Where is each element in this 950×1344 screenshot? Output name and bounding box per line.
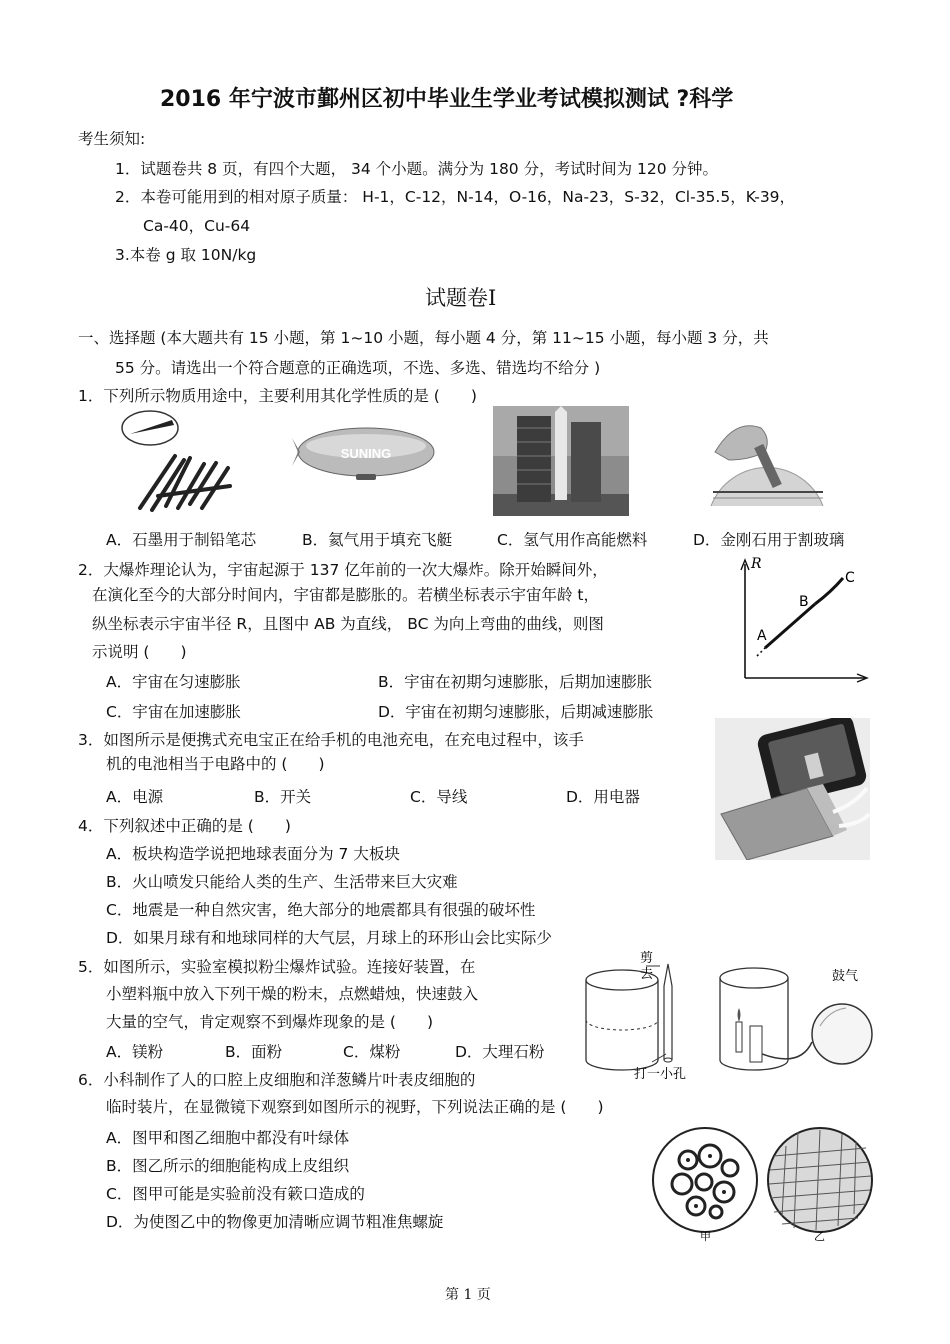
question-1-option: A．石墨用于制铅笔芯	[106, 531, 257, 549]
question-3-option: B．开关	[254, 788, 312, 806]
question-3-option: C．导线	[410, 788, 468, 806]
part1-instructions: 55 分。请选出一个符合题意的正确选项，不选、多选、错选均不给分 )	[115, 359, 601, 377]
question-1-stem: 1．下列所示物质用途中，主要利用其化学性质的是 ( )	[78, 387, 477, 405]
question-3-stem: 机的电池相当于电路中的 ( )	[106, 755, 325, 773]
question-1-option: D．金刚石用于割玻璃	[693, 531, 845, 549]
question-2-stem: 在演化至今的大部分时间内，宇宙都是膨胀的。若横坐标表示宇宙年龄 t，	[92, 586, 600, 604]
question-2-stem: 纵坐标表示宇宙半径 R，且图中 AB 为直线， BC 为向上弯曲的曲线，则图	[92, 615, 604, 633]
question-2-option: C．宇宙在加速膨胀	[106, 703, 241, 721]
question-3-option: A．电源	[106, 788, 164, 806]
question-5-option: A．镁粉	[106, 1043, 164, 1061]
question-1-option: B．氦气用于填充飞艇	[302, 531, 453, 549]
question-2-stem: 示说明 ( )	[92, 643, 187, 661]
notice-heading: 考生须知:	[78, 130, 146, 148]
label-cut: 去	[640, 967, 654, 982]
question-6-stem: 临时装片，在显微镜下观察到如图所示的视野，下列说法正确的是 ( )	[106, 1098, 604, 1116]
question-5-option: D．大理石粉	[455, 1043, 545, 1061]
dust-explosion-apparatus-figure	[580, 950, 880, 1082]
universe-expansion-graph	[735, 550, 870, 685]
part1-instructions: 一、选择题 (本大题共有 15 小题，第 1~10 小题，每小题 4 分，第 11~15 小题，每小题 3 分，共	[78, 329, 769, 347]
question-4-option: C．地震是一种自然灾害，绝大部分的地震都具有很强的破坏性	[106, 901, 536, 919]
airship-logo: SUNING	[340, 446, 392, 461]
question-5-stem: 5．如图所示，实验室模拟粉尘爆炸试验。连接好装置，在	[78, 958, 476, 976]
page-title: 2016 年宁波市鄞州区初中毕业生学业考试模拟测试 ?科学	[160, 87, 734, 112]
question-4-stem: 4．下列叙述中正确的是 ( )	[78, 817, 291, 835]
graph-point-label: A	[757, 628, 767, 644]
graph-point-label: B	[799, 594, 809, 610]
microscope-views-figure	[648, 1126, 878, 1244]
label-yi: 乙	[814, 1230, 825, 1243]
question-4-option: A．板块构造学说把地球表面分为 7 大板块	[106, 845, 400, 863]
airship-figure	[288, 418, 438, 488]
section-title: 试题卷Ⅰ	[425, 286, 497, 310]
question-5-option: B．面粉	[225, 1043, 283, 1061]
notice-item: 2．本卷可能用到的相对原子质量： H-1，C-12，N-14，O-16，Na-23，S-32，Cl-35.5，K-39，	[115, 188, 796, 206]
notice-item: 3.本卷 g 取 10N/kg	[115, 246, 257, 264]
question-3-stem: 3．如图所示是便携式充电宝正在给手机的电池充电，在充电过程中，该手	[78, 731, 584, 749]
question-2-stem: 2．大爆炸理论认为，宇宙起源于 137 亿年前的一次大爆炸。除开始瞬间外，	[78, 561, 608, 579]
question-1-option: C．氢气用作高能燃料	[497, 531, 648, 549]
graph-point-label: C	[845, 570, 855, 586]
question-4-option: B．火山喷发只能给人类的生产、生活带来巨大灾难	[106, 873, 458, 891]
question-3-option: D．用电器	[566, 788, 640, 806]
question-5-stem: 小塑料瓶中放入下列干燥的粉末，点燃蜡烛，快速鼓入	[106, 985, 479, 1003]
question-6-stem: 6．小科制作了人的口腔上皮细胞和洋葱鳞片叶表皮细胞的	[78, 1071, 476, 1089]
question-2-option: B．宇宙在初期匀速膨胀，后期加速膨胀	[378, 673, 653, 691]
graph-axis-label: R	[751, 556, 762, 572]
question-5-stem: 大量的空气，肯定观察不到爆炸现象的是 ( )	[106, 1013, 434, 1031]
question-6-option: D．为使图乙中的物像更加清晰应调节粗准焦螺旋	[106, 1213, 444, 1231]
question-6-option: A．图甲和图乙细胞中都没有叶绿体	[106, 1129, 350, 1147]
rocket-launch-figure	[493, 406, 629, 516]
question-2-option: D．宇宙在初期匀速膨胀，后期减速膨胀	[378, 703, 654, 721]
question-5-option: C．煤粉	[343, 1043, 401, 1061]
glass-cutting-figure	[705, 408, 830, 508]
label-blow-air: 鼓气	[832, 969, 859, 984]
question-6-option: C．图甲可能是实验前没有簌口造成的	[106, 1185, 365, 1203]
pencil-lead-figure	[120, 408, 245, 513]
question-2-option: A．宇宙在匀速膨胀	[106, 673, 241, 691]
label-cut: 剪	[640, 951, 654, 966]
question-4-option: D．如果月球有和地球同样的大气层，月球上的环形山会比实际少	[106, 929, 552, 947]
question-6-option: B．图乙所示的细胞能构成上皮组织	[106, 1157, 350, 1175]
power-bank-phone-figure	[715, 718, 870, 860]
label-small-hole: 打一小孔	[634, 1067, 687, 1082]
notice-item: Ca-40，Cu-64	[143, 217, 251, 235]
page-number: 第 1 页	[445, 1287, 491, 1303]
label-jia: 甲	[700, 1230, 711, 1243]
notice-item: 1．试题卷共 8 页，有四个大题， 34 个小题。满分为 180 分，考试时间为 120 分钟。	[115, 160, 719, 178]
